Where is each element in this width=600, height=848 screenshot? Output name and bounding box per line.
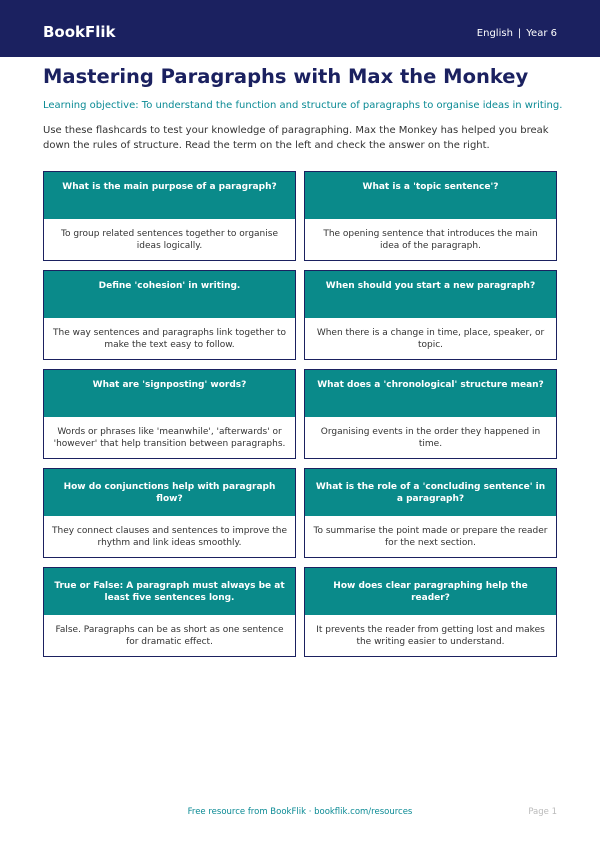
flashcard — [304, 468, 557, 558]
year-label: Year 6 — [526, 28, 557, 39]
flashcard-question: Define 'cohesion' in writing. — [44, 271, 295, 318]
flashcard — [304, 270, 557, 360]
flashcard-answer: Organising events in the order they happened in time. — [320, 426, 541, 449]
flashcard-question: What are 'signposting' words? — [44, 370, 295, 417]
flashcard-answer: They connect clauses and sentences to improve the rhythm and link ideas smoothly. — [52, 525, 288, 548]
flashcard — [43, 171, 296, 261]
flashcard-answer: When there is a change in time, place, speaker, or topic. — [316, 327, 545, 350]
flashcard — [304, 369, 557, 459]
flashcard-question: When should you start a new paragraph? — [305, 271, 556, 318]
flashcard-question: What does a 'chronological' structure mean? — [305, 370, 556, 417]
flashcard-answer: The opening sentence that introduces the main idea of the paragraph. — [323, 228, 538, 251]
flashcard-answer: False. Paragraphs can be as short as one sentence for dramatic effect. — [55, 624, 284, 647]
flashcard-question: True or False: A paragraph must always be at least five sentences long. — [44, 568, 295, 615]
flashcard — [304, 171, 557, 261]
flashcard-question: What is the main purpose of a paragraph? — [44, 172, 295, 219]
flashcard — [43, 468, 296, 558]
flashcard-question: How do conjunctions help with paragraph flow? — [44, 469, 295, 516]
intro-text: Use these flashcards to test your knowledge of paragraphing. Max the Monkey has helped you break down the rules of structure. Read the term on the left and check the answer on the right. — [43, 125, 549, 151]
flashcard-answer: Words or phrases like 'meanwhile', 'afterwards' or 'however' that help transition between paragraphs. — [53, 426, 286, 449]
flashcard-question: What is the role of a 'concluding sentence' in a paragraph? — [305, 469, 556, 516]
learning-objective: Learning objective: To understand the function and structure of paragraphs to organise ideas in writing. — [43, 100, 563, 111]
flashcard-answer: The way sentences and paragraphs link together to make the text easy to follow. — [53, 327, 286, 350]
flashcard-grid — [43, 171, 557, 657]
flashcard — [43, 567, 296, 657]
subject-separator: | — [517, 28, 522, 39]
flashcard — [304, 567, 557, 657]
flashcard-answer: To group related sentences together to organise ideas logically. — [61, 228, 278, 251]
flashcard — [43, 270, 296, 360]
page-number: Page 1 — [528, 807, 557, 817]
page-title: Mastering Paragraphs with Max the Monkey — [43, 65, 529, 88]
flashcard — [43, 369, 296, 459]
flashcard-answer: It prevents the reader from getting lost and makes the writing easier to understand. — [316, 624, 545, 647]
flashcard-answer: To summarise the point made or prepare the reader for the next section. — [313, 525, 548, 548]
footer-resource-link[interactable]: Free resource from BookFlik · bookflik.com/resources — [187, 807, 413, 817]
subject-label: English — [476, 28, 513, 39]
site-header — [0, 0, 600, 57]
brand-logo[interactable]: BookFlik — [43, 23, 116, 41]
flashcard-question: What is a 'topic sentence'? — [305, 172, 556, 219]
flashcard-question: How does clear paragraphing help the reader? — [305, 568, 556, 615]
subject-year — [477, 27, 557, 41]
